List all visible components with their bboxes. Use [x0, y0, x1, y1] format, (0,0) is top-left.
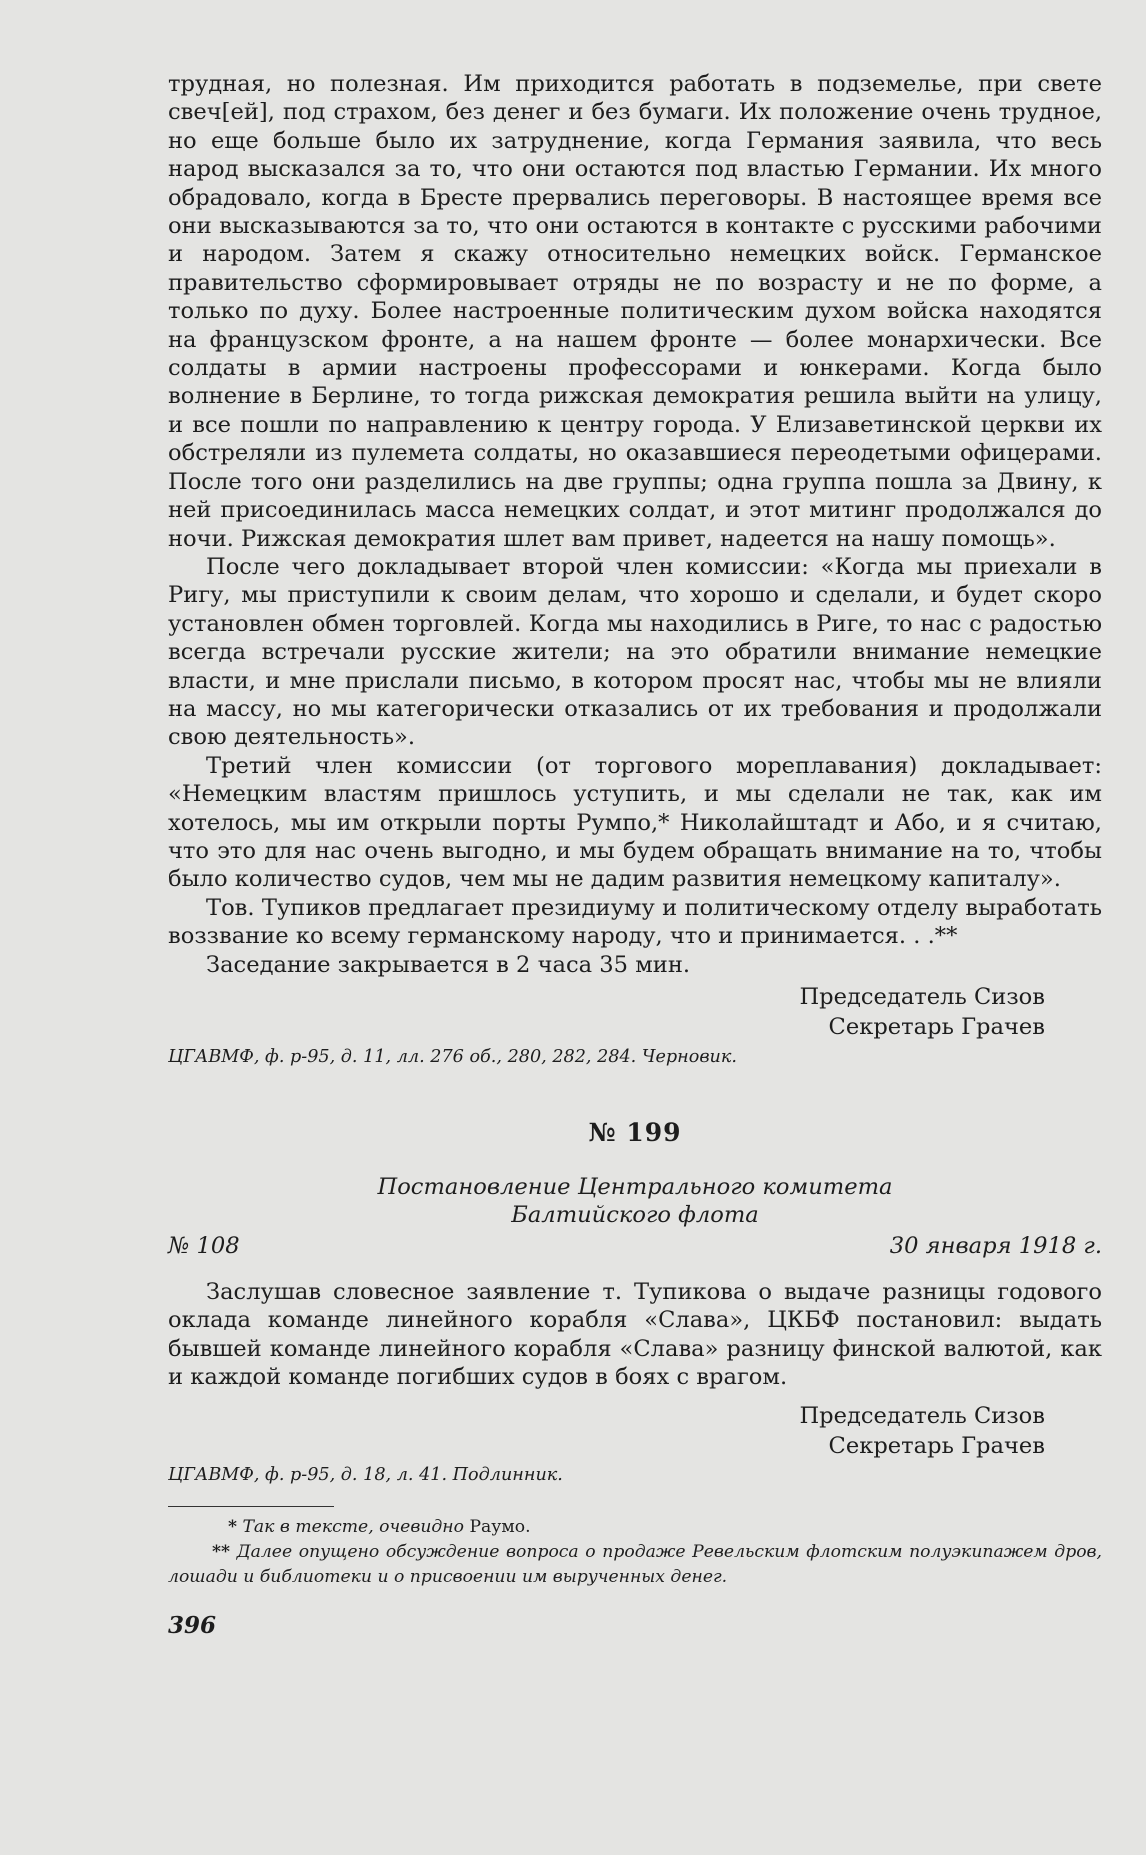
body-paragraph-3: Третий член комиссии (от торгового мореплавания) докладывает: «Немецким властям пришлось уступить, и мы сделали не так, как им хотелось, мы им открыли порты Румпо,* Николайштадт и Або, и я считаю, что это для нас очень выгодно, и мы будем обращать внимание на то, чтобы было количество судов, чем мы не дадим развития немецкому капиталу». — [168, 752, 1102, 893]
secretary-signature: Секретарь Грачев — [828, 1433, 1045, 1460]
decree-meta — [168, 1232, 1102, 1260]
document-page — [168, 70, 1102, 1639]
body-paragraph-4: Тов. Тупиков предлагает президиуму и политическому отделу выработать воззвание ко всему германскому народу, что и принимается. . .** — [168, 894, 1102, 950]
document-number: № 199 — [588, 1117, 682, 1147]
body-paragraph-1: трудная, но полезная. Им приходится работать в подземелье, при свете свеч[ей], под страхом, без денег и без бумаги. Их положение очень трудное, но еще больше было их затруднение, когда Германия заявила, что весь народ высказался за то, что они остаются под властью Германии. Их много обрадовало, когда в Бресте прервались переговоры. В настоящее время все они высказываются за то, что они остаются в контакте с русскими рабочими и народом. Затем я скажу относительно немецких войск. Германское правительство сформировывает отряды не по возрасту и не по форме, а только по духу. Более настроенные политическим духом войска находятся на французском фронте, а на нашем фронте — более монархически. Все солдаты в армии настроены профессорами и юнкерами. Когда было волнение в Берлине, то тогда рижская демократия решила выйти на улицу, и все пошли по направлению к центру города. У Елизаветинской церкви их обстреляли из пулемета солдаты, но оказавшиеся переодетыми офицерами. После того они разделились на две группы; одна группа пошла за Двину, к ней присоединилась масса немецких солдат, и этот митинг продолжался до ночи. Рижская демократия шлет вам привет, надеется на нашу помощь». — [168, 71, 1102, 552]
footnote-1: * Так в тексте, очевидно Раумо. — [228, 1517, 531, 1538]
document-title — [168, 1173, 1102, 1230]
decree-text: Заслушав словесное заявление т. Тупикова о выдаче разницы годового оклада команде линейного корабля «Слава», ЦКБФ постановил: выдать бывшей команде линейного корабля «Слава» разницу финской валютой, как и каждой команде погибших судов в боях с врагом. — [168, 1279, 1102, 1391]
archive-source-2: ЦГАВМФ, ф. р-95, д. 18, л. 41. Подлинник. — [168, 1465, 563, 1486]
chairman-signature: Председатель Сизов — [799, 1402, 1045, 1429]
body-paragraph-5: Заседание закрывается в 2 часа 35 мин. — [206, 951, 691, 978]
archive-source-1: ЦГАВМФ, ф. р-95, д. 11, лл. 276 об., 280, 282, 284. Черновик. — [168, 1046, 737, 1067]
footnote-2: ** Далее опущено обсуждение вопроса о продаже Ревельским флотским полуэкипажем дров, лошади и библиотеки и о присвоении им вырученных денег. — [168, 1542, 1103, 1588]
chairman-signature: Председатель Сизов — [799, 984, 1045, 1010]
body-paragraph-2: После чего докладывает второй член комиссии: «Когда мы приехали в Ригу, мы приступили к своим делам, что хорошо и сделали, и будет скоро установлен обмен торговлей. Когда мы находились в Риге, то нас с радостью всегда встречали русские жители; на это обратили внимание немецкие власти, и мне прислали письмо, в котором просят нас, чтобы мы не влияли на массу, но мы категорически отказались от их требования и продолжали свою деятельность». — [168, 553, 1102, 751]
decree-number: № 108 — [168, 1232, 240, 1259]
secretary-signature: Секретарь Грачев — [828, 1014, 1045, 1041]
signature-block-2 — [168, 1402, 1102, 1461]
document-title-line-2: Балтийского флота — [511, 1202, 759, 1229]
footnote-divider — [168, 1506, 334, 1507]
page-number: 396 — [168, 1612, 217, 1640]
document-title-line-1: Постановление Центрального комитета — [377, 1173, 893, 1200]
decree-date: 30 января 1918 г. — [889, 1232, 1102, 1259]
signature-block-1 — [168, 983, 1102, 1042]
